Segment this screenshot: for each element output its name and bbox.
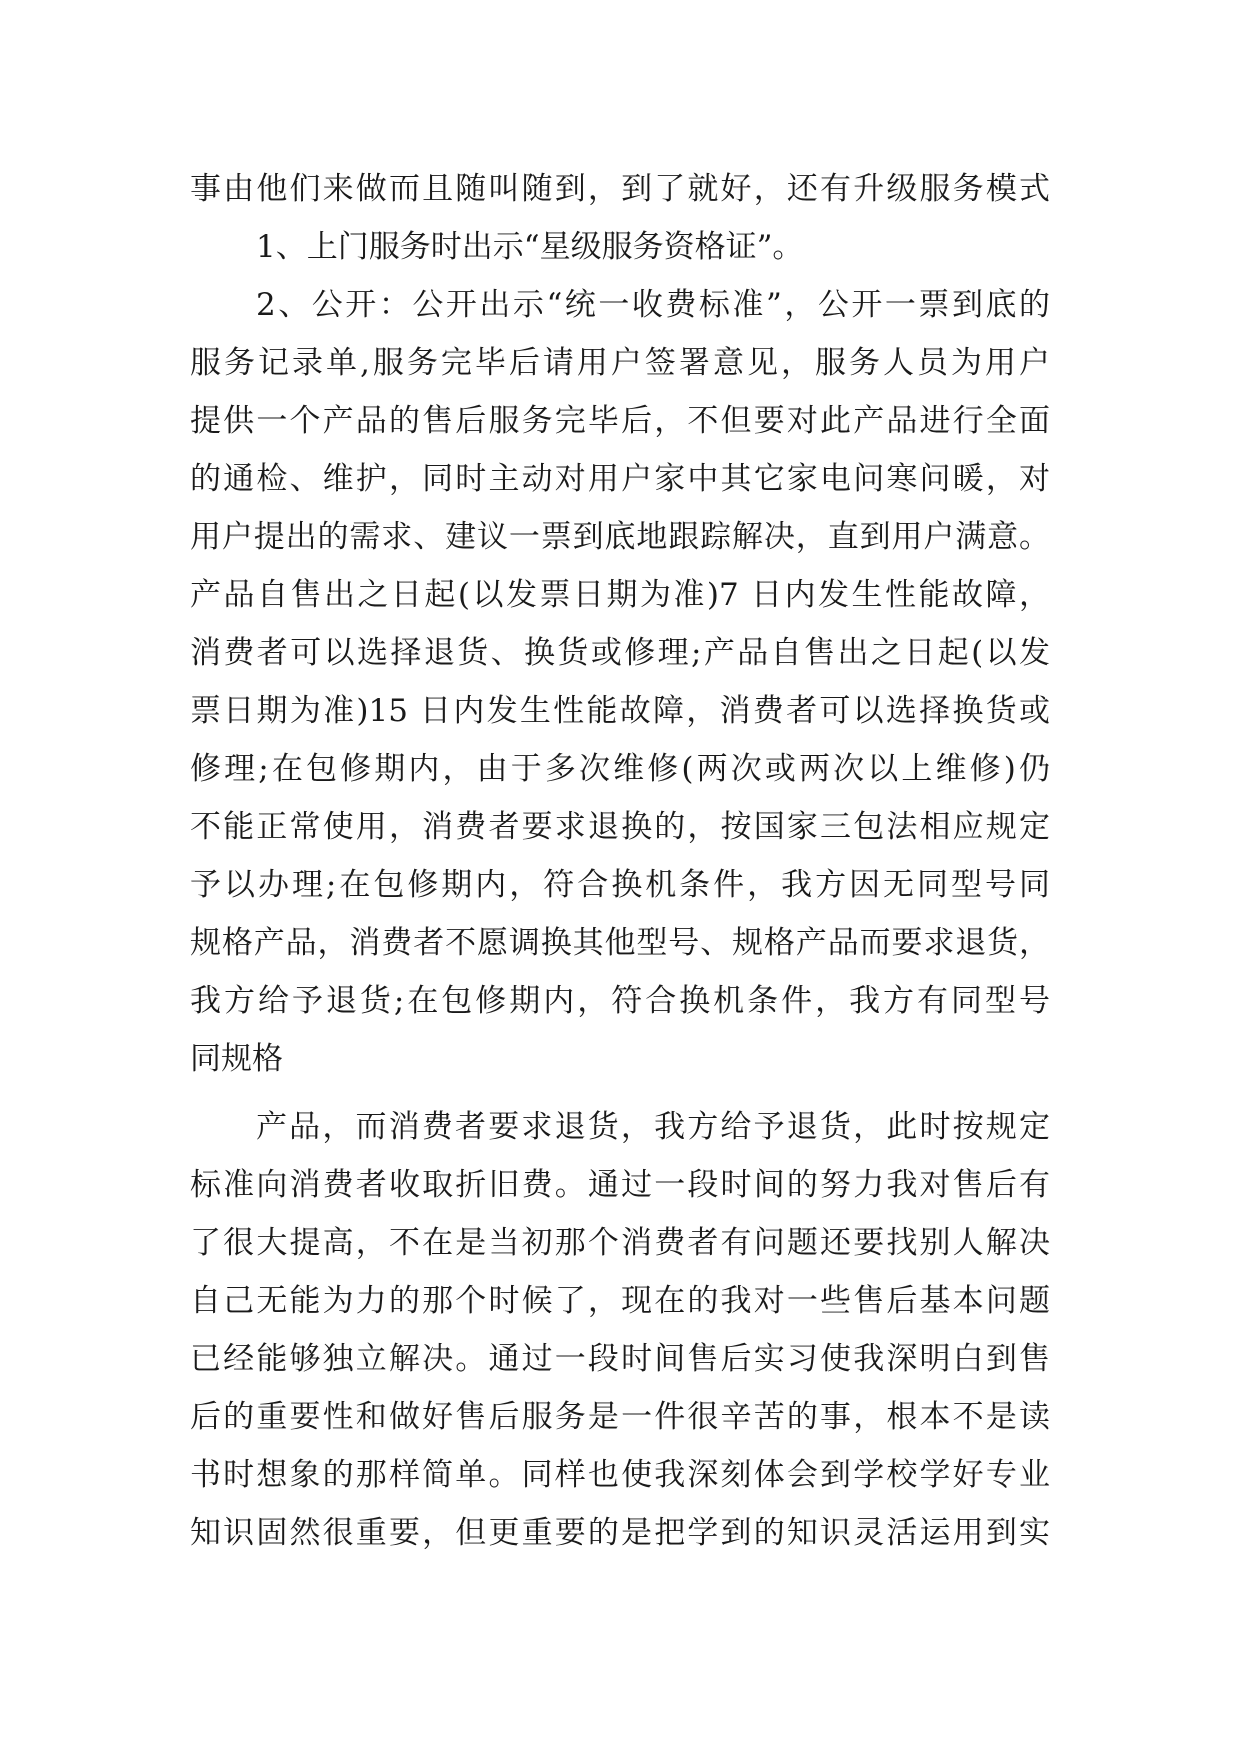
text-line: 1、上门服务时出示“星级服务资格证”。 [256, 229, 804, 265]
text-line: 的通检、维护，同时主动对用户家中其它家电问寒问暖，对 [190, 461, 1050, 497]
text-line: 知识固然很重要，但更重要的是把学到的知识灵活运用到实 [190, 1515, 1050, 1551]
text-line: 2、公开：公开出示“统一收费标准”，公开一票到底的 [256, 287, 1050, 323]
paragraph-item-1 [190, 218, 1050, 276]
text-line: 标准向消费者收取折旧费。通过一段时间的努力我对售后有 [190, 1167, 1050, 1203]
paragraph-continuation [190, 160, 1050, 218]
text-line: 产品，而消费者要求退货，我方给予退货，此时按规定 [256, 1109, 1050, 1145]
text-line: 提供一个产品的售后服务完毕后，不但要对此产品进行全面 [190, 403, 1050, 439]
text-line: 不能正常使用，消费者要求退换的，按国家三包法相应规定 [190, 809, 1050, 845]
text-line: 规格产品，消费者不愿调换其他型号、规格产品而要求退货， [190, 925, 1050, 961]
text-line: 事由他们来做而且随叫随到，到了就好，还有升级服务模式 [190, 171, 1050, 207]
paragraph-summary [190, 1098, 1050, 1562]
text-line: 后的重要性和做好售后服务是一件很辛苦的事，根本不是读 [190, 1399, 1050, 1435]
text-line: 已经能够独立解决。通过一段时间售后实习使我深明白到售 [190, 1341, 1050, 1377]
paragraph-gap [190, 1088, 1050, 1098]
text-line: 服务记录单,服务完毕后请用户签署意见，服务人员为用户 [190, 345, 1050, 381]
text-line: 书时想象的那样简单。同样也使我深刻体会到学校学好专业 [190, 1457, 1050, 1493]
document-body [190, 160, 1050, 1562]
paragraph-item-2 [190, 276, 1050, 1088]
text-line: 修理;在包修期内，由于多次维修(两次或两次以上维修)仍 [190, 751, 1050, 787]
text-line: 同规格 [190, 1041, 283, 1077]
text-line: 自己无能为力的那个时候了，现在的我对一些售后基本问题 [190, 1283, 1050, 1319]
text-line: 了很大提高，不在是当初那个消费者有问题还要找别人解决 [190, 1225, 1050, 1261]
text-line: 予以办理;在包修期内，符合换机条件，我方因无同型号同 [190, 867, 1050, 903]
text-line: 产品自售出之日起(以发票日期为准)7 日内发生性能故障， [190, 577, 1050, 613]
text-line: 票日期为准)15 日内发生性能故障，消费者可以选择换货或 [190, 693, 1050, 729]
text-line: 消费者可以选择退货、换货或修理;产品自售出之日起(以发 [190, 635, 1050, 671]
text-line: 用户提出的需求、建议一票到底地跟踪解决，直到用户满意。 [190, 519, 1050, 555]
text-line: 我方给予退货;在包修期内，符合换机条件，我方有同型号 [190, 983, 1050, 1019]
